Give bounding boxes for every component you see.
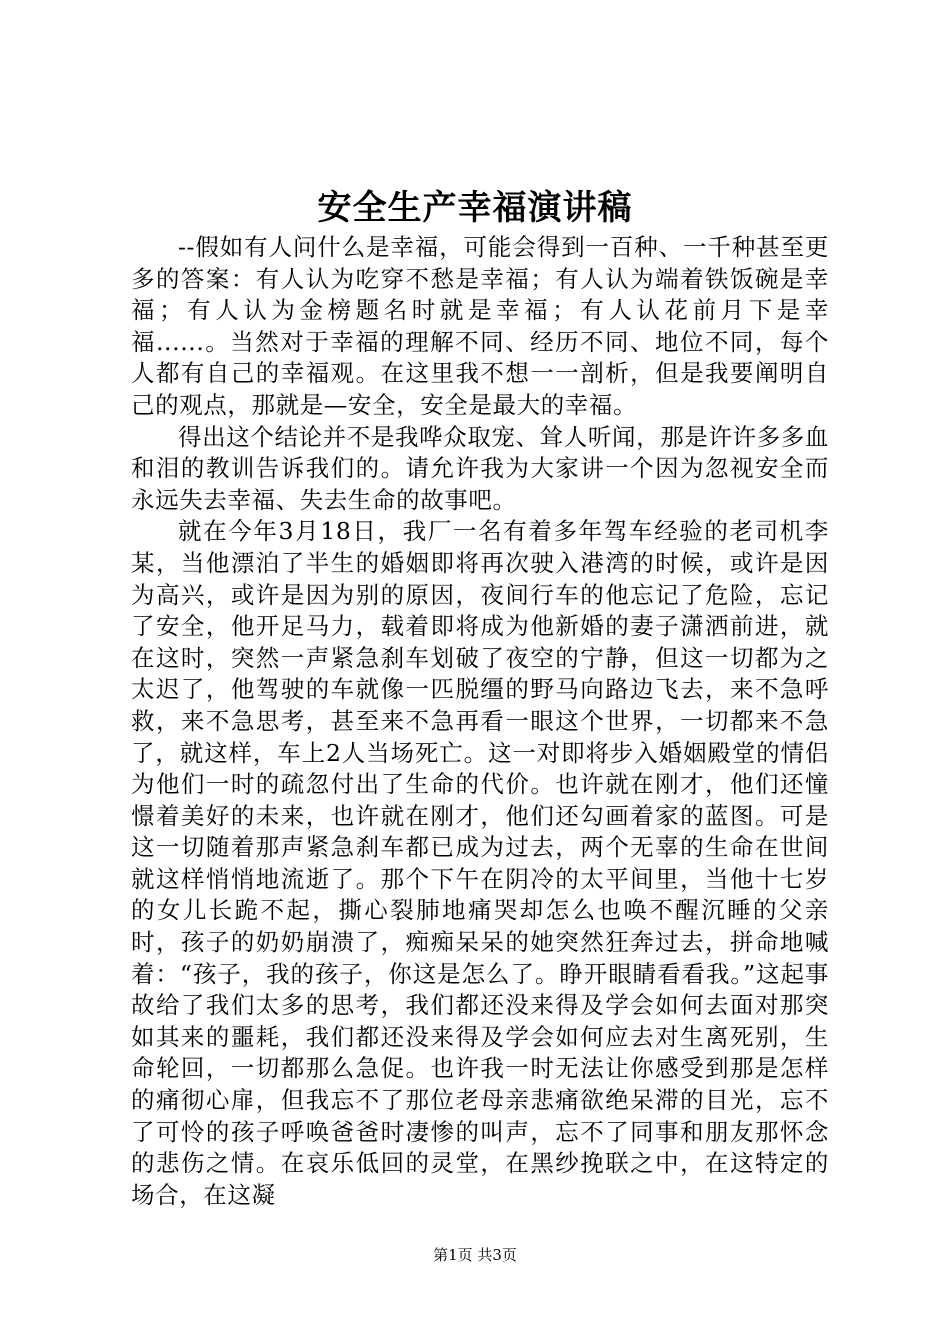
page-number-footer: 第1页 共3页 <box>433 1246 517 1264</box>
paragraph-1: --假如有人问什么是幸福，可能会得到一百种、一千种甚至更多的答案：有人认为吃穿不愁是幸福；有人认为端着铁饭碗是幸福；有人认为金榜题名时就是幸福；有人认花前月下是幸福......。当然对于幸福的理解不同、经历不同、地位不同，每个人都有自己的幸福观。在这里我不想一一剖析，但是我要阐明自己的观点，那就是—安全，安全是最大的幸福。 <box>131 233 829 419</box>
paragraph-2: 得出这个结论并不是我哗众取宠、耸人听闻，那是许许多多血和泪的教训告诉我们的。请允许我为大家讲一个因为忽视安全而永远失去幸福、失去生命的故事吧。 <box>131 422 829 514</box>
document-title: 安全生产幸福演讲稿 <box>317 188 633 228</box>
paragraph-3: 就在今年3月18日，我厂一名有着多年驾车经验的老司机李某，当他漂泊了半生的婚姻即将再次驶入港湾的时候，或许是因为高兴，或许是因为别的原因，夜间行车的他忘记了危险，忘记了安全，他开足马力，载着即将成为他新婚的妻子潇洒前进，就在这时，突然一声紧急刹车划破了夜空的宁静，但这一切都为之太迟了，他驾驶的车就像一匹脱缰的野马向路边飞去，来不急呼救，来不急思考，甚至来不急再看一眼这个世界，一切都来不急了，就这样，车上2人当场死亡。这一对即将步入婚姻殿堂的情侣为他们一时的疏忽付出了生命的代价。也许就在刚才，他们还憧憬着美好的未来，也许就在刚才，他们还勾画着家的蓝图。可是这一切随着那声紧急刹车都已成为过去，两个无辜的生命在世间就这样悄悄地流逝了。那个下午在阴冷的太平间里，当他十七岁的女儿长跪不起，撕心裂肺地痛哭却怎么也唤不醒沉睡的父亲时，孩子的奶奶崩溃了，痴痴呆呆的她突然狂奔过去，拼命地喊着：“孩子，我的孩子，你这是怎么了。睁开眼睛看看我。”这起事故给了我们太多的思考，我们都还没来得及学会如何去面对那突如其来的噩耗，我们都还没来得及学会如何应去对生离死别，生命轮回，一切都那么急促。也许我一时无法让你感受到那是怎样的痛彻心扉，但我忘不了那位老母亲悲痛欲绝呆滞的目光，忘不了可怜的孩子呼唤爸爸时凄惨的叫声，忘不了同事和朋友那怀念的悲伤之情。在哀乐低回的灵堂，在黑纱挽联之中，在这特定的场合，在这凝 <box>131 517 829 1209</box>
document-body <box>131 232 829 1211</box>
